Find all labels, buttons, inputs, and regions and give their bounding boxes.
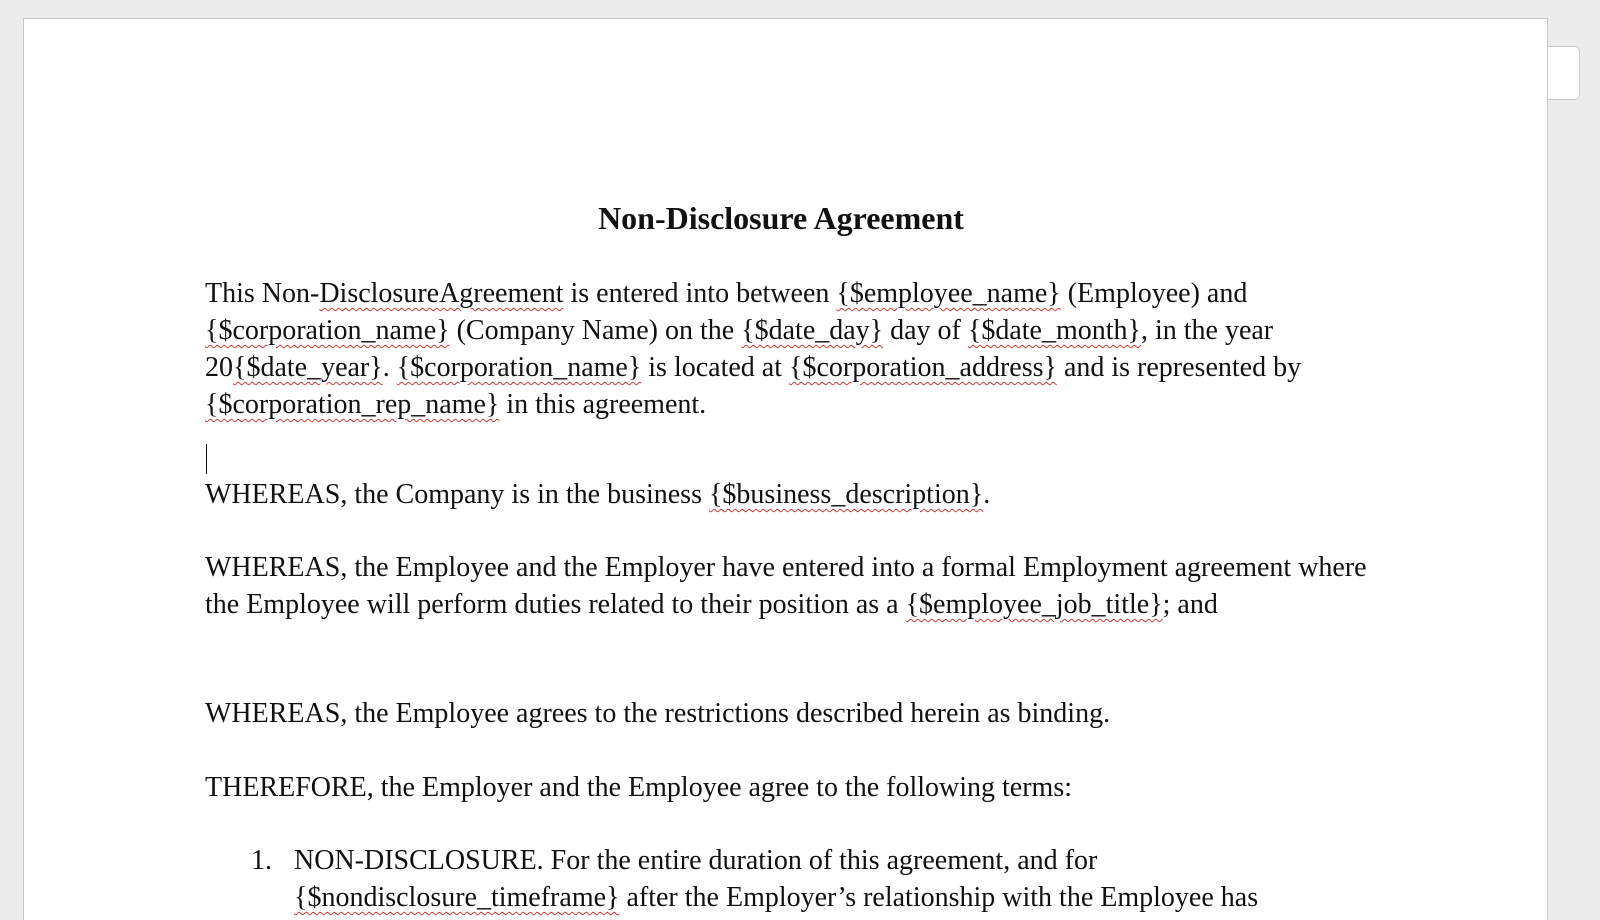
list-item-text <box>294 842 1354 916</box>
intro-paragraph <box>205 275 1345 423</box>
intro-text: is located at <box>641 352 790 383</box>
intro-text: and is represented by <box>1056 352 1302 383</box>
placeholder-corporation-rep-name: {$corporation_rep_name} <box>205 389 500 420</box>
placeholder-date-month: {$date_month} <box>967 315 1141 346</box>
list-item-number: 1. <box>251 845 272 876</box>
intro-text: is entered into between <box>563 278 837 309</box>
intro-text: This Non- <box>205 278 320 309</box>
placeholder-corporation-address: {$corporation_address} <box>789 352 1057 383</box>
therefore-paragraph: THEREFORE, the Employer and the Employee agree to the following terms: <box>205 772 1073 803</box>
whereas-restrictions-paragraph: WHEREAS, the Employee agrees to the restrictions described herein as binding. <box>205 698 1111 729</box>
placeholder-corporation-name: {$corporation_name} <box>396 352 642 383</box>
placeholder-business-description: {$business_description} <box>708 479 984 510</box>
paragraph-text: WHEREAS, the Company is in the business <box>205 479 709 510</box>
side-panel-tab[interactable] <box>1548 46 1580 100</box>
intro-text: day of <box>883 315 968 346</box>
document-page[interactable] <box>23 18 1548 920</box>
placeholder-employee-name: {$employee_name} <box>836 278 1061 309</box>
misspelled-word: DisclosureAgreement <box>319 278 564 309</box>
paragraph-text: WHEREAS, the Employee and the Employer have entered into a formal Employment agreement where the Employee will perform duties related to their position as a <box>205 552 1367 620</box>
intro-text: , in the year 20 <box>205 315 1274 383</box>
whereas-employment-paragraph <box>205 549 1385 623</box>
placeholder-date-year: {$date_year} <box>233 352 383 383</box>
intro-text: (Employee) and <box>1060 278 1248 309</box>
list-item-segment: after the Employer’s relationship with the Employee has <box>619 882 1259 913</box>
placeholder-employee-job-title: {$employee_job_title} <box>905 589 1163 620</box>
placeholder-corporation-name: {$corporation_name} <box>205 315 450 346</box>
placeholder-nondisclosure-timeframe: {$nondisclosure_timeframe} <box>294 882 620 913</box>
placeholder-date-day: {$date_day} <box>741 315 884 346</box>
paragraph-text: . <box>983 479 991 510</box>
text-cursor <box>206 444 207 474</box>
intro-text: in this agreement. <box>499 389 707 420</box>
intro-text: (Company Name) on the <box>449 315 742 346</box>
list-item-segment: NON-DISCLOSURE. For the entire duration of this agreement, and for <box>294 845 1098 876</box>
intro-text: . <box>382 352 397 383</box>
document-title: Non-Disclosure Agreement <box>598 200 964 236</box>
paragraph-text: ; and <box>1162 589 1218 620</box>
whereas-business-paragraph <box>205 476 990 513</box>
